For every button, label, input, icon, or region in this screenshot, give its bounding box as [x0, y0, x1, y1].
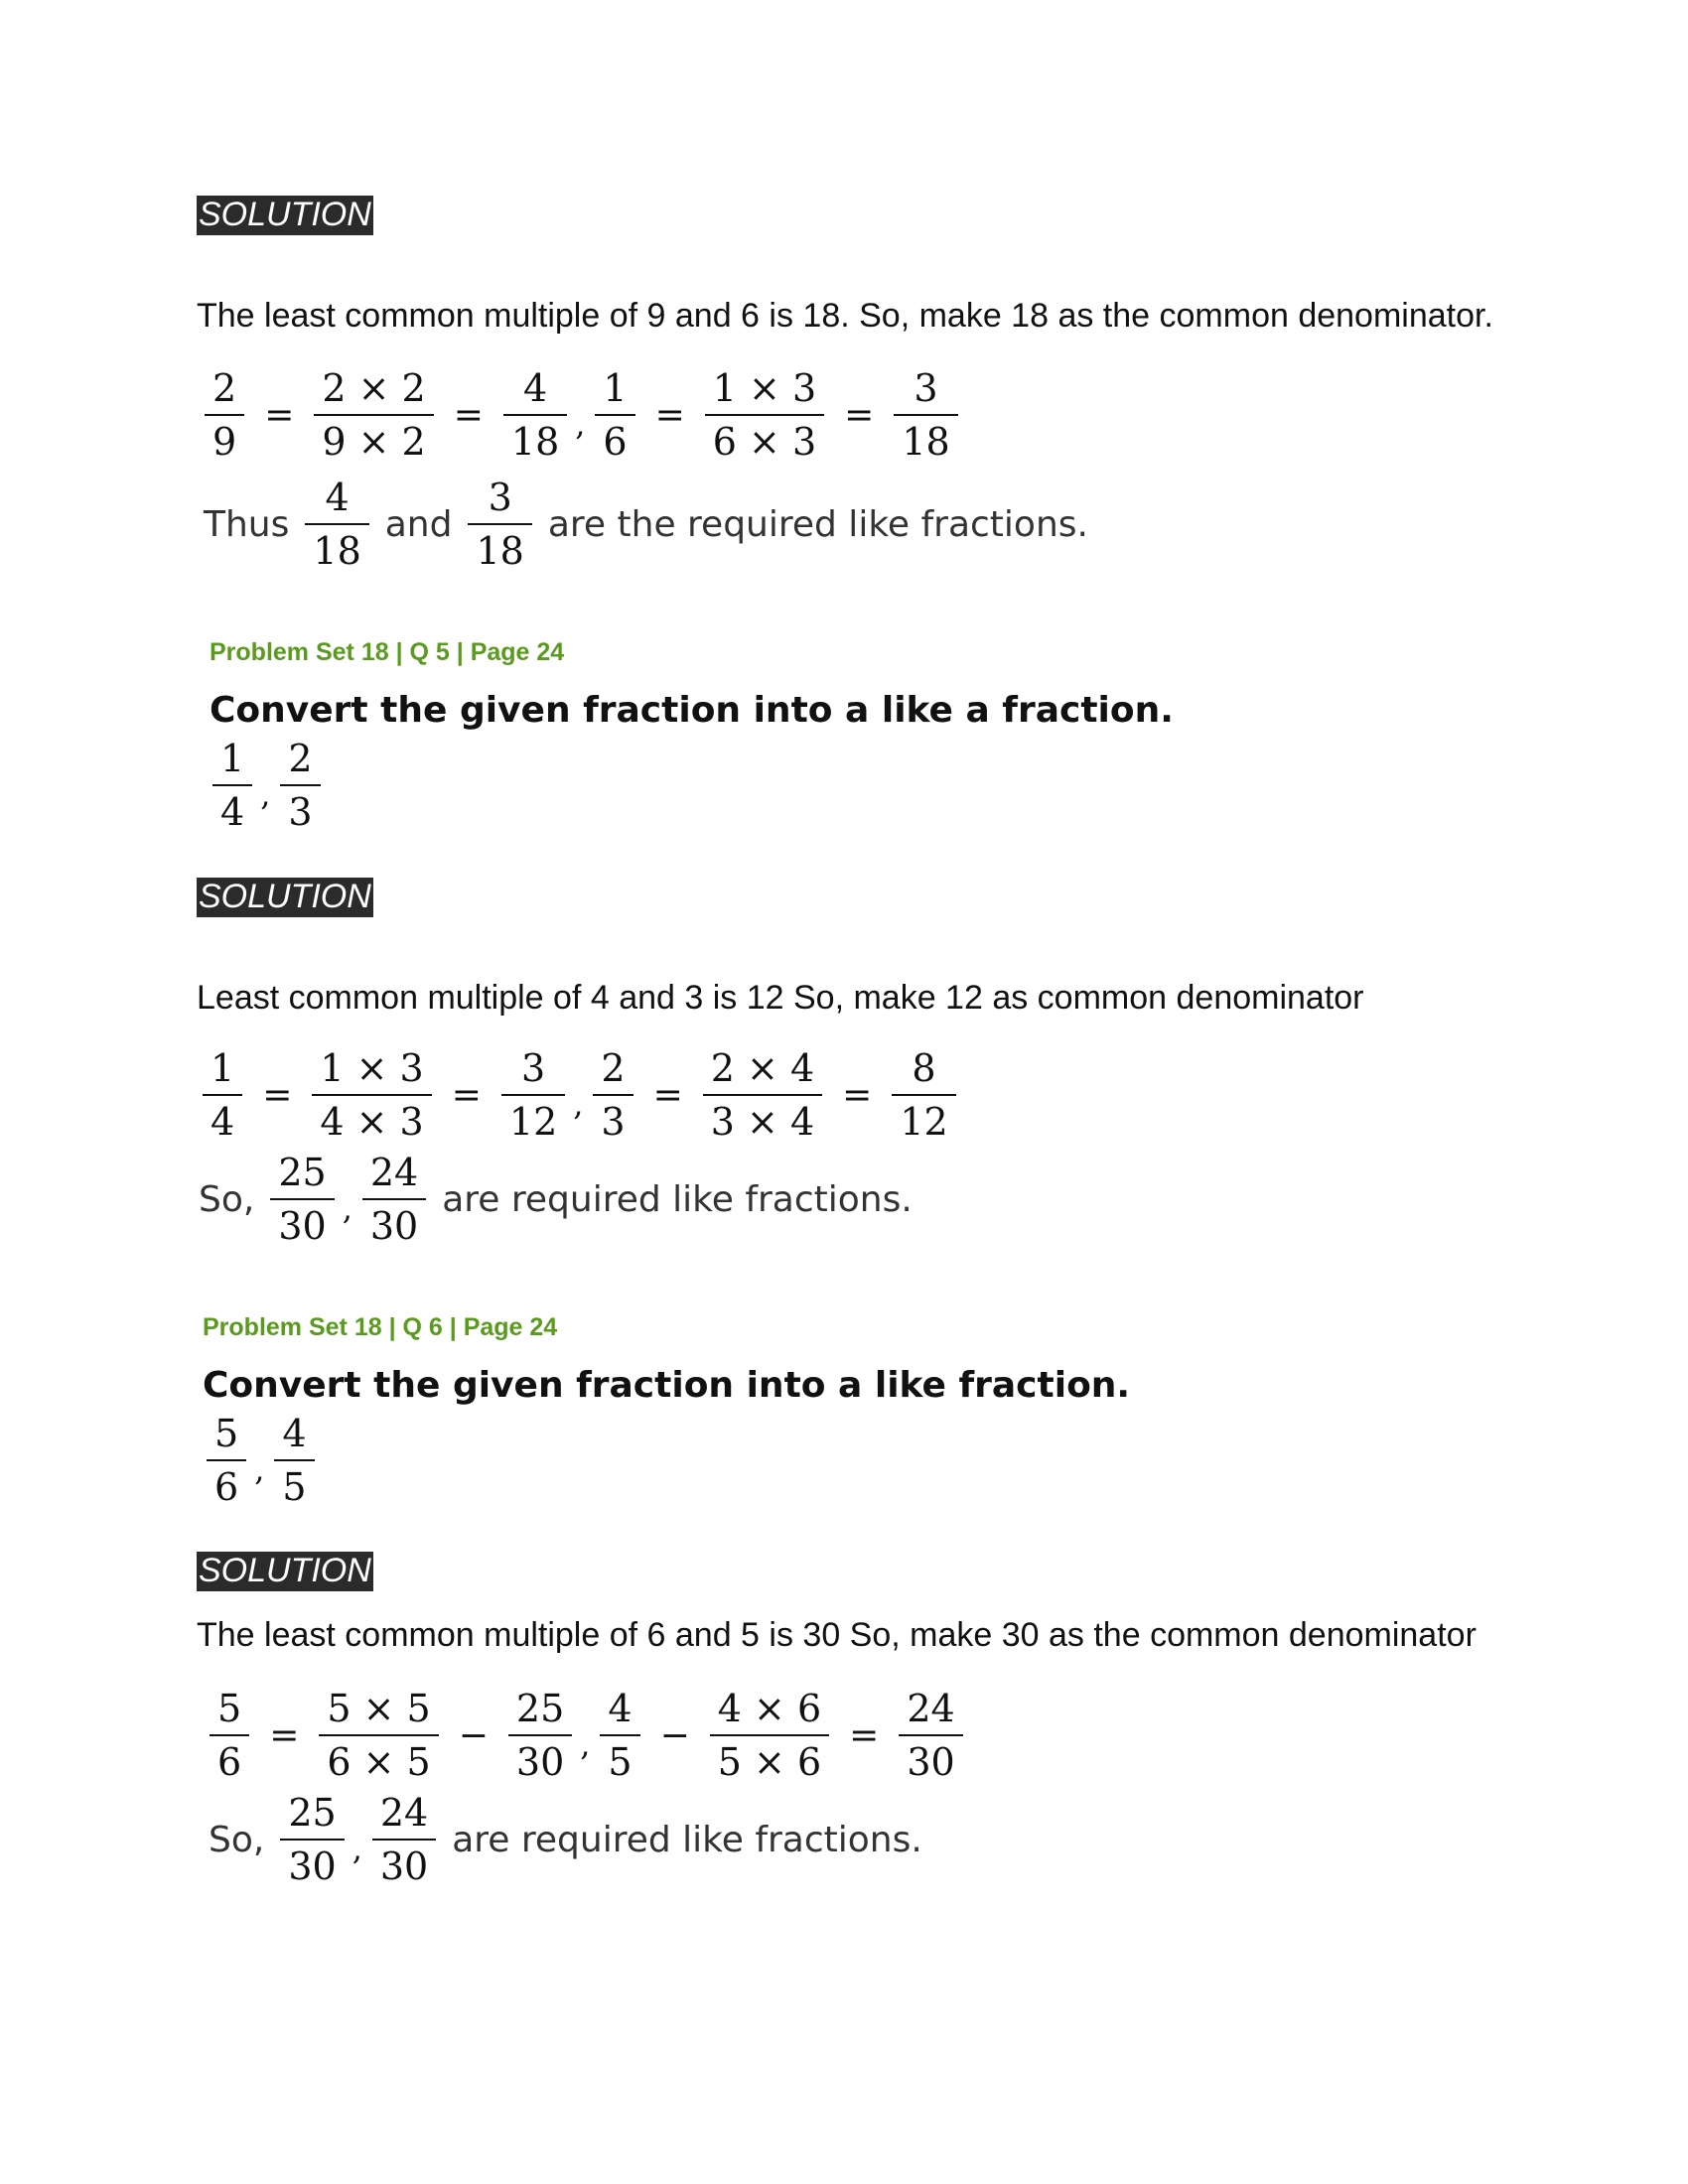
- fraction: $\frac{5}{6}$: [207, 1408, 246, 1513]
- fraction: $\frac{5}{6}$: [210, 1683, 249, 1788]
- fraction: $\frac{2}{3}$: [280, 733, 320, 838]
- fraction: $\frac{2 \times 2}{9 \times 2}$: [314, 362, 433, 468]
- solution-badge: SOLUTION: [199, 1552, 371, 1589]
- equation-3: $\frac{5}{6}$ = $\frac{5 \times 5}{6 \times 5}$ − $\frac{25}{30}$ , $\frac{4}{5}$ − $\frac{4 \times 6}{5 \times 6}$ = $\frac{24}{30}$: [204, 1683, 969, 1788]
- fraction: $\frac{4}{18}$: [305, 472, 368, 577]
- result-line-2: So, $\frac{25}{30}$ , $\frac{24}{30}$ are required like fractions.: [199, 1147, 922, 1252]
- fraction: $\frac{24}{30}$: [899, 1683, 962, 1788]
- fraction: $\frac{4}{5}$: [274, 1408, 314, 1513]
- fraction: $\frac{3}{18}$: [894, 362, 957, 468]
- question-fractions: $\frac{1}{4}$ , $\frac{2}{3}$: [207, 733, 327, 838]
- problem-reference: Problem Set 18 | Q 5 | Page 24: [210, 638, 565, 666]
- fraction: $\frac{1}{6}$: [595, 362, 634, 468]
- result-line-1: Thus $\frac{4}{18}$ and $\frac{3}{18}$ are the required like fractions.: [204, 472, 1098, 577]
- solution-badge: SOLUTION: [199, 196, 371, 233]
- fraction: $\frac{4}{18}$: [503, 362, 567, 468]
- question-text: Convert the given fraction into a like a fraction.: [210, 690, 1174, 731]
- fraction: $\frac{25}{30}$: [270, 1147, 334, 1252]
- fraction: $\frac{24}{30}$: [372, 1787, 436, 1892]
- fraction: $\frac{24}{30}$: [362, 1147, 426, 1252]
- fraction: $\frac{1 \times 3}{6 \times 3}$: [705, 362, 824, 468]
- solution-badge: SOLUTION: [199, 878, 371, 915]
- problem-reference: Problem Set 18 | Q 6 | Page 24: [203, 1313, 558, 1341]
- question-text: Convert the given fraction into a like fraction.: [203, 1365, 1131, 1406]
- fraction: $\frac{3}{12}$: [501, 1042, 565, 1148]
- fraction: $\frac{5 \times 5}{6 \times 5}$: [319, 1683, 438, 1788]
- fraction: $\frac{2 \times 4}{3 \times 4}$: [703, 1042, 822, 1148]
- solution-text: Least common multiple of 4 and 3 is 12 So, make 12 as common denominator: [197, 979, 1364, 1017]
- question-fractions: $\frac{5}{6}$ , $\frac{4}{5}$: [201, 1408, 321, 1513]
- equation-1: $\frac{2}{9}$ = $\frac{2 \times 2}{9 \times 2}$ = $\frac{4}{18}$ , $\frac{1}{6}$ = $\frac{1 \times 3}{6 \times 3}$ = $\frac{3}{18}$: [199, 362, 964, 468]
- solution-text: The least common multiple of 6 and 5 is 30 So, make 30 as the common denominator: [197, 1616, 1477, 1654]
- fraction: $\frac{25}{30}$: [280, 1787, 344, 1892]
- equation-2: $\frac{1}{4}$ = $\frac{1 \times 3}{4 \times 3}$ = $\frac{3}{12}$ , $\frac{2}{3}$ = $\frac{2 \times 4}{3 \times 4}$ = $\frac{8}{12}$: [197, 1042, 962, 1148]
- fraction: $\frac{1}{4}$: [212, 733, 252, 838]
- fraction: $\frac{1}{4}$: [203, 1042, 242, 1148]
- solution-text: The least common multiple of 9 and 6 is 18. So, make 18 as the common denominator.: [197, 297, 1493, 335]
- fraction: $\frac{2}{9}$: [205, 362, 244, 468]
- fraction: $\frac{2}{3}$: [593, 1042, 633, 1148]
- result-line-3: So, $\frac{25}{30}$ , $\frac{24}{30}$ are required like fractions.: [209, 1787, 932, 1892]
- fraction: $\frac{4 \times 6}{5 \times 6}$: [710, 1683, 829, 1788]
- fraction: $\frac{1 \times 3}{4 \times 3}$: [312, 1042, 431, 1148]
- fraction: $\frac{3}{18}$: [468, 472, 531, 577]
- fraction: $\frac{25}{30}$: [508, 1683, 572, 1788]
- fraction: $\frac{8}{12}$: [892, 1042, 955, 1148]
- fraction: $\frac{4}{5}$: [600, 1683, 639, 1788]
